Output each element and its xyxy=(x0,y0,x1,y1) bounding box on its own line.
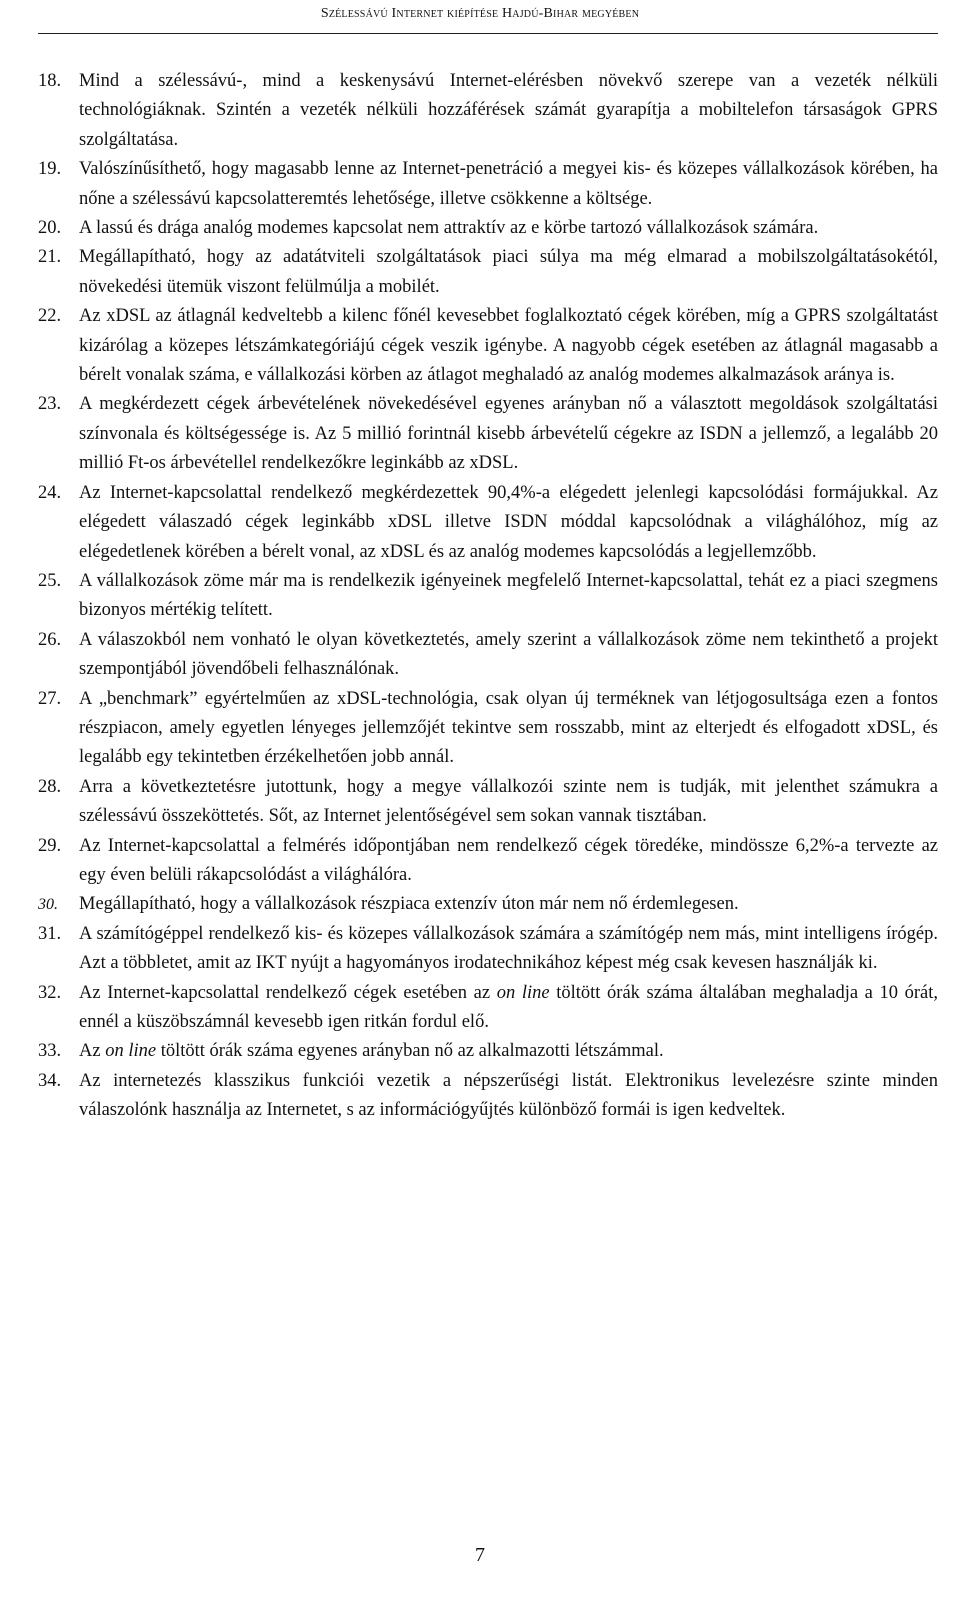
finding-item xyxy=(38,685,938,773)
emphasis-term: on line xyxy=(496,982,550,1003)
finding-text: A lassú és drága analóg modemes kapcsolat nem attraktív az e körbe tartozó vállalkozások számára. xyxy=(79,218,819,239)
finding-item xyxy=(38,920,938,979)
finding-item xyxy=(38,1037,938,1066)
finding-item xyxy=(38,567,938,626)
finding-text-part: Az xyxy=(79,1041,106,1062)
finding-item xyxy=(38,890,938,919)
finding-text: Az xDSL az átlagnál kedveltebb a kilenc főnél kevesebbet foglalkoztató cégek körében, míg a GPRS szolgáltatást kizárólag a közepes létszámkategóriájú cégek veszik igénybe. A nagyobb cégek esetében az átlagnál magasabb a bérelt vonalak száma, e vállalkozási körben az átlagot meghaladó az analóg modemes alkalmazások aránya is. xyxy=(79,306,938,386)
finding-number: 24. xyxy=(38,482,62,503)
finding-text-part: Az Internet-kapcsolattal rendelkező cégek esetében az xyxy=(79,982,497,1003)
finding-item xyxy=(38,243,938,302)
finding-number: 33. xyxy=(38,1041,62,1062)
finding-item xyxy=(38,214,938,243)
finding-number: 19. xyxy=(38,159,62,180)
findings-list xyxy=(38,67,938,1126)
page-number: 7 xyxy=(475,1544,485,1566)
finding-item xyxy=(38,155,938,214)
finding-item xyxy=(38,832,938,891)
finding-number: 21. xyxy=(38,247,62,268)
header-divider xyxy=(38,33,938,34)
finding-number: 23. xyxy=(38,394,62,415)
finding-text: A számítógéppel rendelkező kis- és közepes vállalkozások számára a számítógép nem más, mint intelligens írógép. Azt a többletet, amit az IKT nyújt a hagyományos irodatechnikához képest még csak kevesen használják ki. xyxy=(79,923,938,974)
finding-text xyxy=(79,1041,664,1061)
finding-text: Az internetezés klasszikus funkciói vezetik a népszerűségi listát. Elektronikus levelezésre szinte minden válaszolónk használja az Internetet, s az információgyűjtés különböző formái is igen kedveltek. xyxy=(79,1070,938,1121)
finding-text-part: töltött órák száma egyenes arányban nő az alkalmazotti létszámmal. xyxy=(156,1041,664,1062)
finding-number: 32. xyxy=(38,982,62,1003)
finding-text: Az Internet-kapcsolattal a felmérés időpontjában nem rendelkező cégek töredéke, mindössze 6,2%-a tervezte az egy éven belüli rákapcsolódást a világhálóra. xyxy=(79,835,938,885)
finding-number: 28. xyxy=(38,776,62,797)
finding-text-part: töltött órák száma általában meghaladja a 10 órát, ennél a küszöbszámnál kevesebb igen ritkán fordul elő. xyxy=(79,982,939,1032)
finding-number: 26. xyxy=(38,629,62,650)
finding-item xyxy=(38,67,938,155)
finding-text: A vállalkozások zöme már ma is rendelkezik igényeinek megfelelő Internet-kapcsolattal, tehát ez a piaci szegmens bizonyos mértékig telített. xyxy=(79,570,938,621)
finding-text: Arra a következtetésre jutottunk, hogy a megye vállalkozói szinte nem is tudják, mit jelenthet számukra a szélessávú összeköttetés. Sőt, az Internet jelentőségével sem sokan vannak tisztában. xyxy=(79,776,938,827)
finding-number: 30. xyxy=(38,896,58,914)
finding-number: 25. xyxy=(38,570,62,591)
finding-text: A válaszokból nem vonható le olyan következtetés, amely szerint a vállalkozások zöme nem tekinthető a projekt szempontjából jövendőbeli felhasználónak. xyxy=(79,629,938,680)
finding-text: Megállapítható, hogy a vállalkozások részpiaca extenzív úton már nem nő érdemlegesen. xyxy=(79,894,739,915)
emphasis-term: on line xyxy=(105,1041,157,1062)
finding-number: 18. xyxy=(38,71,62,91)
finding-item xyxy=(38,773,938,832)
finding-item xyxy=(38,626,938,685)
finding-text: Az Internet-kapcsolattal rendelkező megkérdezettek 90,4%-a elégedett jelenlegi kapcsolódási formájukkal. Az elégedett válaszadó cégek leginkább xDSL illetve ISDN móddal kapcsolódnak a világhálóhoz, míg az elégedetlenek körében a bérelt vonal, az xDSL és az analóg modemes kapcsolódás a legjellemzőbb. xyxy=(79,482,938,562)
finding-text: A megkérdezett cégek árbevételének növekedésével egyenes arányban nő a választott megoldások szolgáltatási színvonala és költségessége is. Az 5 millió forintnál kisebb árbevételű cégekre az ISDN a jellemző, a legalább 20 millió Ft-os árbevétellel rendelkezőkre leginkább az xDSL. xyxy=(79,394,938,474)
finding-text xyxy=(79,983,938,1032)
finding-text: A „benchmark” egyértelműen az xDSL-technológia, csak olyan új terméknek van létjogosultsága ezen a fontos részpiacon, amely egyetlen lényeges jellemzőjét tekintve sem rosszabb, mint az elterjedt és elfogadott xDSL, és legalább egy tekintetben érzékelhetően jobb annál. xyxy=(79,688,938,768)
finding-item xyxy=(38,1067,938,1126)
finding-number: 22. xyxy=(38,306,62,327)
finding-text: Megállapítható, hogy az adatátviteli szolgáltatások piaci súlya ma még elmarad a mobilszolgáltatásokétól, növekedési ütemük viszont felülmúlja a mobilét. xyxy=(79,247,938,297)
finding-number: 34. xyxy=(38,1070,62,1091)
finding-text: Mind a szélessávú-, mind a keskenysávú Internet-elérésben növekvő szerepe van a vezeték nélküli technológiáknak. Szintén a vezeték nélküli hozzáférések számát gyarapítja a mobiltelefon társaságok GPRS szolgáltatása. xyxy=(79,71,938,150)
finding-number: 31. xyxy=(38,923,62,944)
finding-number: 20. xyxy=(38,218,62,239)
finding-item xyxy=(38,479,938,567)
finding-item xyxy=(38,390,938,478)
finding-item xyxy=(38,979,938,1038)
finding-number: 27. xyxy=(38,688,62,709)
finding-text: Valószínűsíthető, hogy magasabb lenne az Internet-penetráció a megyei kis- és közepes vállalkozások körében, ha nőne a szélessávú kapcsolatteremtés lehetősége, illetve csökkenne a költsége. xyxy=(79,159,938,209)
running-header: Szélessávú Internet kiépítése Hajdú-Bihar megyében xyxy=(320,6,640,21)
finding-item xyxy=(38,302,938,390)
finding-number: 29. xyxy=(38,835,62,856)
